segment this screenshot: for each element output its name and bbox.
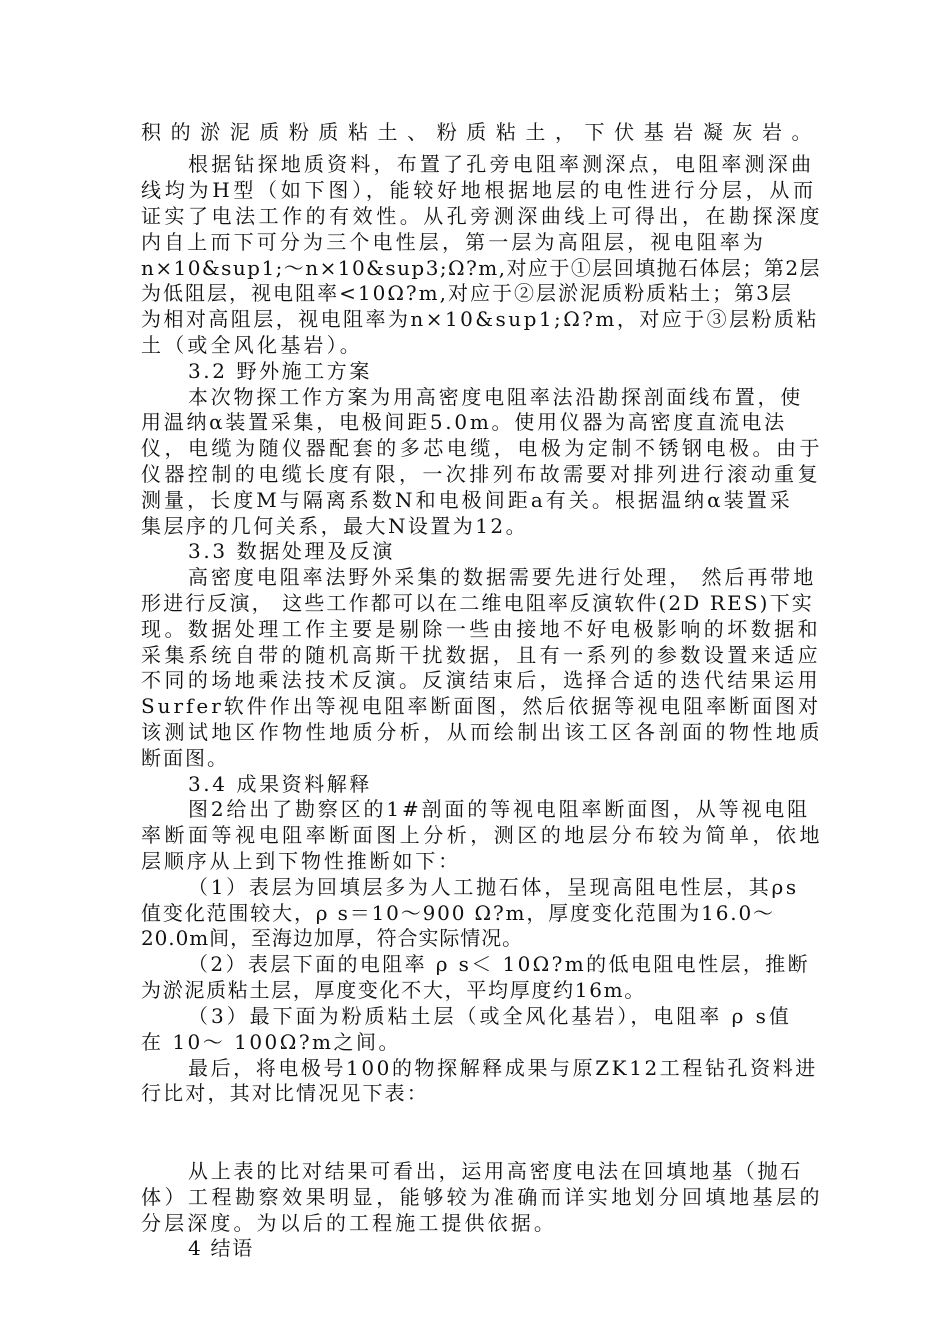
text-line: 该测试地区作物性地质分析，从而绘制出该工区各剖面的物性地质 [141,720,824,744]
text-line: 高密度电阻率法野外采集的数据需要先进行处理， 然后再带地 [188,565,817,589]
text-line: 证实了电法工作的有效性。从孔旁测深曲线上可得出，在勘探深度 [141,204,824,228]
section-heading: 3.3 数据处理及反演 [188,539,395,563]
text-line: 用温纳α装置采集，电极间距5.0m。使用仪器为高密度直流电法 [141,410,787,434]
text-line: 率断面等视电阻率断面图上分析，测区的地层分布较为简单，依地 [141,823,824,847]
text-line: 内自上而下可分为三个电性层，第一层为高阻层，视电阻率为 [141,230,767,254]
text-line: 从上表的比对结果可看出，运用高密度电法在回填地基（抛石 [188,1159,804,1183]
text-line: 分层深度。为以后的工程施工提供依据。 [141,1211,557,1235]
section-heading: 4 结语 [188,1236,255,1260]
text-line: 层顺序从上到下物性推断如下： [141,849,462,873]
text-line: 集层序的几何关系，最大N设置为12。 [141,514,529,538]
section-heading: 3.4 成果资料解释 [188,772,372,796]
text-line: 行比对，其对比情况见下表： [141,1081,429,1105]
section-heading: 3.2 野外施工方案 [188,359,372,383]
text-line: 为低阻层，视电阻率<10Ω?m,对应于②层淤泥质粉质粘土；第3层 [141,281,793,305]
text-line: 为相对高阻层，视电阻率为n×10&sup1;Ω?m，对应于③层粉质粘 [141,307,819,331]
text-line: 最后，将电极号100的物探解释成果与原ZK12工程钻孔资料进 [188,1056,818,1080]
text-line: 土（或全风化基岩）。 [141,333,363,357]
text-line: 仪器控制的电缆长度有限，一次排列布故需要对排列进行滚动重复 [141,462,822,486]
text-line: Surfer软件作出等视电阻率断面图，然后依据等视电阻率断面图对 [141,694,821,718]
text-line: 不同的场地乘法技术反演。反演结束后，选择合适的迭代结果运用 [141,668,822,692]
text-line: 形进行反演， 这些工作都可以在二维电阻率反演软件(2D RES)下实 [141,591,814,615]
text-line: 现。数据处理工作主要是剔除一些由接地不好电极影响的坏数据和 [141,617,822,641]
text-line: 在 10～ 100Ω?m之间。 [141,1030,401,1054]
text-line: 为淤泥质粘土层，厚度变化不大，平均厚度约16m。 [141,978,646,1002]
text-line: 断面图。 [141,746,229,770]
text-line: （1）表层为回填层多为人工抛石体，呈现高阻电性层，其ρs [188,875,799,899]
text-line: 本次物探工作方案为用高密度电阻率法沿勘探剖面线布置，使 [188,385,804,409]
text-line: 积的淤泥质粉质粘土、粉质粘土，下伏基岩凝灰岩。 [141,120,822,144]
text-line: 仪，电缆为随仪器配套的多芯电缆，电极为定制不锈钢电极。由于 [141,436,824,460]
text-line: 采集系统自带的随机高斯干扰数据，且有一系列的参数设置来适应 [141,643,822,667]
text-line: 20.0m间，至海边加厚，符合实际情况。 [141,926,524,950]
text-line: 线均为H型（如下图），能较好地根据地层的电性进行分层，从而 [141,178,817,202]
text-line: 体）工程勘察效果明显，能够较为准确而详实地划分回填地基层的 [141,1185,824,1209]
text-line: n×10&sup1;～n×10&sup3;Ω?m,对应于①层回填抛石体层；第2层 [141,256,821,280]
text-line: 测量，长度M与隔离系数N和电极间距a有关。根据温纳α装置采 [141,488,793,512]
text-line: 根据钻探地质资料，布置了孔旁电阻率测深点，电阻率测深曲 [188,152,815,176]
text-line: 图2给出了勘察区的1#剖面的等视电阻率断面图，从等视电阻 [188,797,811,821]
text-line: 值变化范围较大，ρ s＝10～900 Ω?m，厚度变化范围为16.0～ [141,901,775,925]
text-line: （2）表层下面的电阻率 ρ s＜ 10Ω?m的低电阻电性层，推断 [188,952,811,976]
text-line: （3）最下面为粉质粘土层（或全风化基岩），电阻率 ρ s值 [188,1004,792,1028]
